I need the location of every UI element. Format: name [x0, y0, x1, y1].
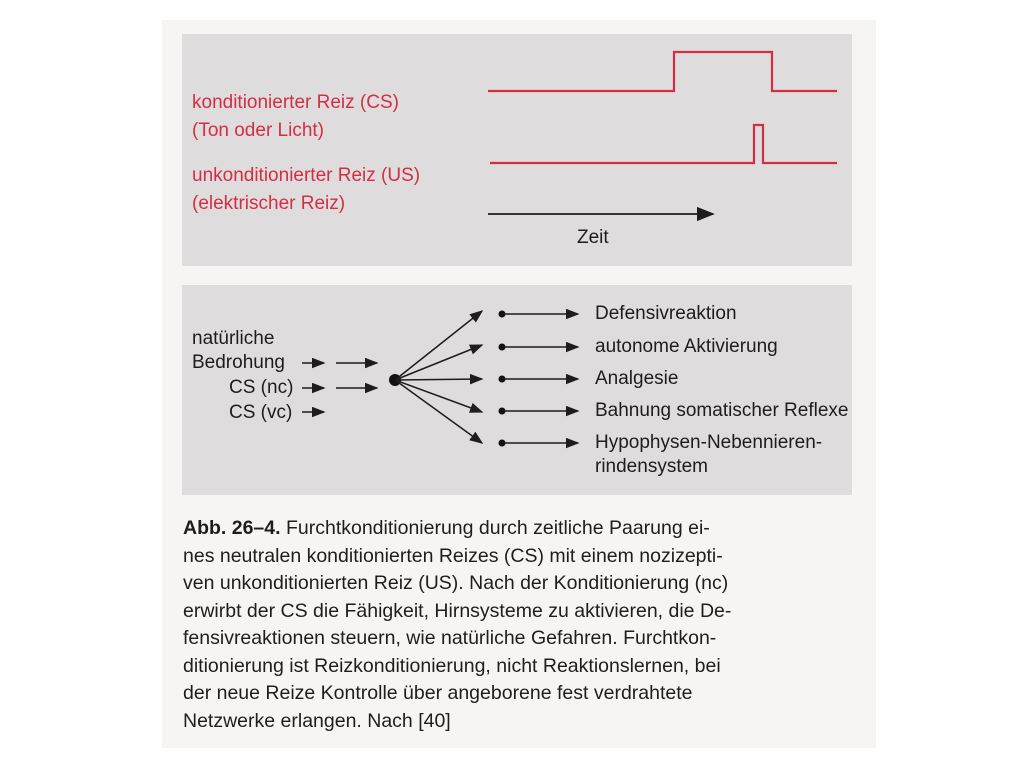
- input-label-natural: natürliche: [192, 328, 275, 349]
- us-label: unkonditionierter Reiz (US): [192, 165, 421, 186]
- output-label-hpa-2: rindensystem: [595, 456, 708, 477]
- cs-signal-trace: [488, 52, 837, 91]
- caption-line-5: fensivreaktionen steuern, wie natürliche Gefahren. Furchtkon-: [183, 627, 717, 649]
- output-label-autonomic: autonome Aktivierung: [595, 336, 778, 357]
- caption-line-2: nes neutralen konditionierten Reizes (CS) mit einem nozizepti-: [183, 544, 723, 567]
- caption-line-3: ven unkonditionierten Reiz (US). Nach der Konditionierung (nc): [183, 572, 729, 594]
- figure-page: [162, 20, 876, 748]
- cs-sublabel: (Ton oder Licht): [192, 120, 325, 141]
- fan-arrow-2: [395, 345, 482, 380]
- input-label-cs-vc: CS (vc): [229, 402, 293, 423]
- pathway-panel: [182, 285, 852, 495]
- cs-label: konditionierter Reiz (CS): [192, 92, 399, 113]
- input-label-threat: Bedrohung: [192, 352, 285, 373]
- pathway-diagram: [182, 285, 852, 495]
- caption-reference: Abb. 26–4.: [183, 517, 281, 539]
- output-label-defensive: Defensivreaktion: [595, 303, 737, 324]
- fan-arrow-1: [395, 311, 482, 380]
- us-sublabel: (elektrischer Reiz): [192, 193, 346, 214]
- output-label-reflexes: Bahnung somatischer Reflexe: [595, 400, 849, 421]
- timing-panel: [182, 34, 852, 266]
- figure-caption: [183, 515, 848, 735]
- fan-arrow-4: [395, 380, 482, 412]
- caption-line-6: ditionierung ist Reizkonditionierung, nicht Reaktionslernen, bei: [183, 654, 721, 677]
- us-signal-trace: [490, 125, 837, 163]
- time-axis-label: Zeit: [577, 227, 609, 248]
- output-label-analgesia: Analgesie: [595, 368, 679, 389]
- fan-arrow-3: [395, 379, 482, 380]
- fan-arrow-5: [395, 380, 482, 443]
- timing-diagram: [182, 34, 852, 266]
- caption-line-1: [183, 515, 848, 543]
- caption-line-8: Netzwerke erlangen. Nach [40]: [183, 709, 451, 732]
- output-label-hpa-1: Hypophysen-Nebennieren-: [595, 432, 823, 453]
- caption-line-7: der neue Reize Kontrolle über angeborene fest verdrahtete: [183, 682, 693, 704]
- input-label-cs-nc: CS (nc): [229, 377, 294, 398]
- caption-text-1: Furchtkonditionierung durch zeitliche Paarung ei-: [285, 517, 710, 539]
- caption-line-4: erwirbt der CS die Fähigkeit, Hirnsysteme zu aktivieren, die De-: [183, 599, 732, 622]
